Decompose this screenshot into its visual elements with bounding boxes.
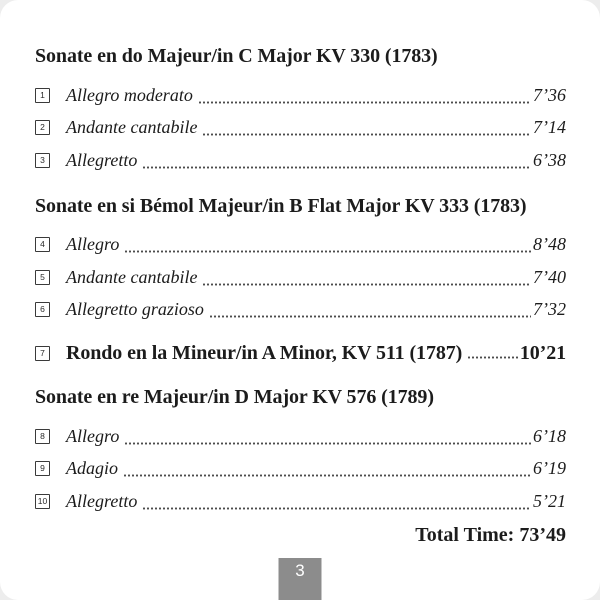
track-row xyxy=(35,112,566,145)
track-row xyxy=(35,485,566,518)
track-number-box: 1 xyxy=(35,88,50,103)
page-number-badge: 3 xyxy=(279,558,322,600)
track-time: 7’32 xyxy=(533,299,566,320)
track-time: 7’14 xyxy=(533,117,566,138)
track-number-box: 2 xyxy=(35,120,50,135)
dotted-leader xyxy=(124,250,531,253)
track-name: Adagio xyxy=(66,458,118,479)
track-name: Allegretto xyxy=(66,490,138,511)
sonata-section-kv330 xyxy=(35,44,566,177)
track-row xyxy=(35,79,566,112)
track-time: 8’48 xyxy=(533,234,566,255)
track-time: 6’38 xyxy=(533,149,566,170)
dotted-leader xyxy=(142,166,531,169)
track-row xyxy=(35,229,566,262)
track-name: Allegretto grazioso xyxy=(66,299,204,320)
track-name: Allegro xyxy=(66,425,120,446)
track-number-box: 7 xyxy=(35,346,50,361)
dotted-leader xyxy=(202,283,531,286)
track-number-box: 3 xyxy=(35,153,50,168)
track-name: Allegro xyxy=(66,234,120,255)
track-row xyxy=(35,453,566,486)
dotted-leader xyxy=(124,442,531,445)
section-title: Sonate en re Majeur/in D Major KV 576 (1789) xyxy=(35,386,434,408)
section-title: Sonate en do Majeur/in C Major KV 330 (1783) xyxy=(35,45,438,67)
track-name: Allegro moderato xyxy=(66,84,193,105)
track-number-box: 6 xyxy=(35,302,50,317)
track-time: 6’19 xyxy=(533,458,566,479)
dotted-leader xyxy=(467,356,518,359)
track-number-box: 5 xyxy=(35,270,50,285)
track-name: Rondo en la Mineur/in A Minor, KV 511 (1787) xyxy=(66,341,463,364)
dotted-leader xyxy=(123,474,531,477)
track-row xyxy=(35,144,566,177)
standalone-track-row-rondo xyxy=(35,338,566,368)
track-number-box: 8 xyxy=(35,429,50,444)
track-time: 10’21 xyxy=(519,341,566,364)
track-name: Allegretto xyxy=(66,149,138,170)
section-title: Sonate en si Bémol Majeur/in B Flat Major KV 333 (1783) xyxy=(35,194,527,217)
track-number-box: 4 xyxy=(35,237,50,252)
total-time-line xyxy=(35,523,566,547)
track-time: 5’21 xyxy=(533,490,566,511)
total-time-value: 73’49 xyxy=(519,523,566,546)
track-time: 7’36 xyxy=(533,84,566,105)
track-number-box: 10 xyxy=(35,494,50,509)
track-row xyxy=(35,294,566,327)
track-time: 6’18 xyxy=(533,425,566,446)
sonata-section-kv333 xyxy=(35,194,566,327)
dotted-leader xyxy=(142,507,531,510)
sonata-section-kv576 xyxy=(35,385,566,518)
track-name: Andante cantabile xyxy=(66,117,198,138)
dotted-leader xyxy=(209,315,531,318)
track-number-box: 9 xyxy=(35,461,50,476)
track-time: 7’40 xyxy=(533,266,566,287)
track-row xyxy=(35,261,566,294)
dotted-leader xyxy=(202,133,531,136)
dotted-leader xyxy=(198,101,531,104)
track-name: Andante cantabile xyxy=(66,266,198,287)
track-row xyxy=(35,420,566,453)
total-time-label: Total Time: xyxy=(415,523,515,546)
